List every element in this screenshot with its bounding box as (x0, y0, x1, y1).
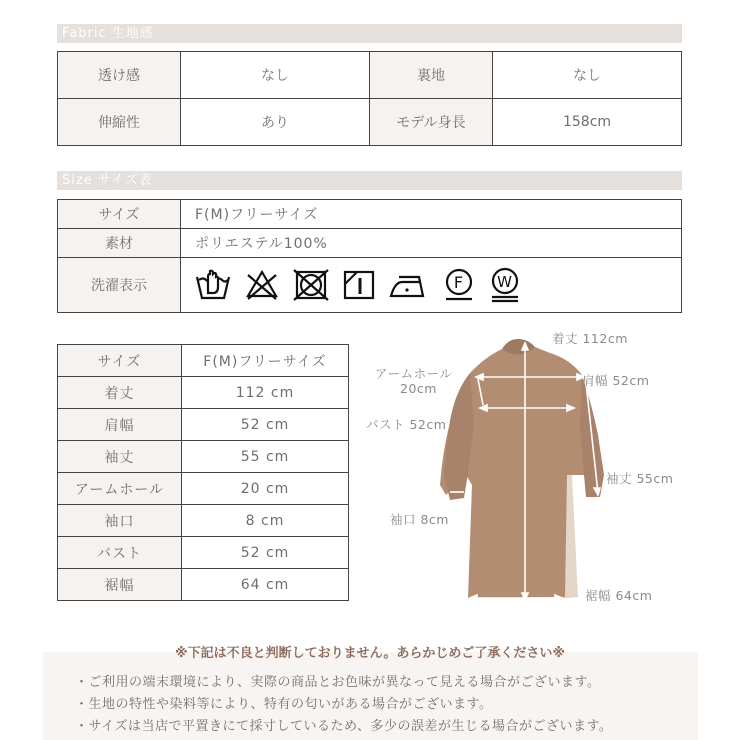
measure-label: アームホール (58, 473, 182, 505)
fabric-label: 透け感 (58, 52, 181, 99)
care-icons-cell (181, 258, 682, 313)
measurement-table (57, 344, 349, 601)
fabric-value: なし (181, 52, 370, 99)
care-icons (195, 267, 681, 303)
fabric-label: 裏地 (370, 52, 493, 99)
svg-text:W: W (497, 273, 513, 291)
dry-clean-f-icon (443, 268, 475, 302)
measure-value: 8 cm (182, 505, 349, 537)
size-label: サイズ (58, 200, 181, 229)
size-info-table (57, 199, 682, 313)
notice-item: ・ご利用の端末環境により、実際の商品とお色味が異なって見える場合がございます。 (75, 675, 601, 690)
table-row (58, 99, 682, 146)
no-bleach-icon (245, 269, 279, 301)
svg-text:F: F (453, 273, 465, 292)
care-label: 洗濯表示 (58, 258, 181, 313)
size-value: F(M)フリーサイズ (181, 200, 682, 229)
table-row (58, 441, 349, 473)
armhole-label: アームホール (375, 366, 453, 381)
measure-value: 52 cm (182, 537, 349, 569)
measure-label: 着丈 (58, 377, 182, 409)
garment-measurement-figure (360, 325, 690, 615)
fabric-value: あり (181, 99, 370, 146)
fabric-table (57, 51, 682, 146)
size-section-header: Size サイズ表 (57, 171, 682, 190)
material-value: ポリエステル100% (181, 229, 682, 258)
measure-header-label: サイズ (58, 345, 182, 377)
length-label: 着丈 112cm (552, 331, 628, 346)
hem-label: 裾幅 64cm (585, 588, 653, 603)
sleeve-label: 袖丈 55cm (606, 471, 674, 486)
table-row (58, 229, 682, 258)
notice-list (75, 672, 612, 738)
fabric-label: 伸縮性 (58, 99, 181, 146)
measure-value: 52 cm (182, 409, 349, 441)
iron-low-temp-icon (389, 269, 429, 301)
fabric-value: 158cm (493, 99, 682, 146)
measure-value: 112 cm (182, 377, 349, 409)
table-row (58, 505, 349, 537)
notice-item: ・サイズは当店で平置きにて採寸しているため、多少の誤差が生じる場合がございます。 (75, 719, 613, 734)
no-tumble-dry-icon (293, 269, 329, 301)
wet-clean-w-icon (489, 267, 521, 303)
bust-label: バスト 52cm (366, 417, 447, 432)
shoulder-label: 肩幅 52cm (582, 373, 650, 388)
cuff-label: 袖口 8cm (390, 512, 449, 527)
measure-label: 袖口 (58, 505, 182, 537)
measure-header-value: F(M)フリーサイズ (182, 345, 349, 377)
fabric-label: モデル身長 (370, 99, 493, 146)
hand-wash-icon (195, 269, 231, 301)
fabric-section-header: Fabric 生地感 (57, 24, 682, 43)
measure-label: 肩幅 (58, 409, 182, 441)
notice-title: ※下記は不良と判断しておりません。あらかじめご了承ください※ (174, 646, 566, 661)
table-row (58, 52, 682, 99)
measure-label: 袖丈 (58, 441, 182, 473)
table-row (58, 409, 349, 441)
material-label: 素材 (58, 229, 181, 258)
table-row (58, 473, 349, 505)
table-header-row (58, 345, 349, 377)
armhole-value: 20cm (400, 381, 437, 396)
measure-label: 裾幅 (58, 569, 182, 601)
table-row (58, 377, 349, 409)
measure-value: 20 cm (182, 473, 349, 505)
fabric-value: なし (493, 52, 682, 99)
table-row (58, 258, 682, 313)
measure-label: バスト (58, 537, 182, 569)
line-dry-shade-icon (343, 269, 375, 301)
table-row (58, 200, 682, 229)
measure-value: 55 cm (182, 441, 349, 473)
table-row (58, 537, 349, 569)
measure-value: 64 cm (182, 569, 349, 601)
table-row (58, 569, 349, 601)
notice-item: ・生地の特性や染料等により、特有の匂いがある場合がございます。 (75, 697, 493, 712)
